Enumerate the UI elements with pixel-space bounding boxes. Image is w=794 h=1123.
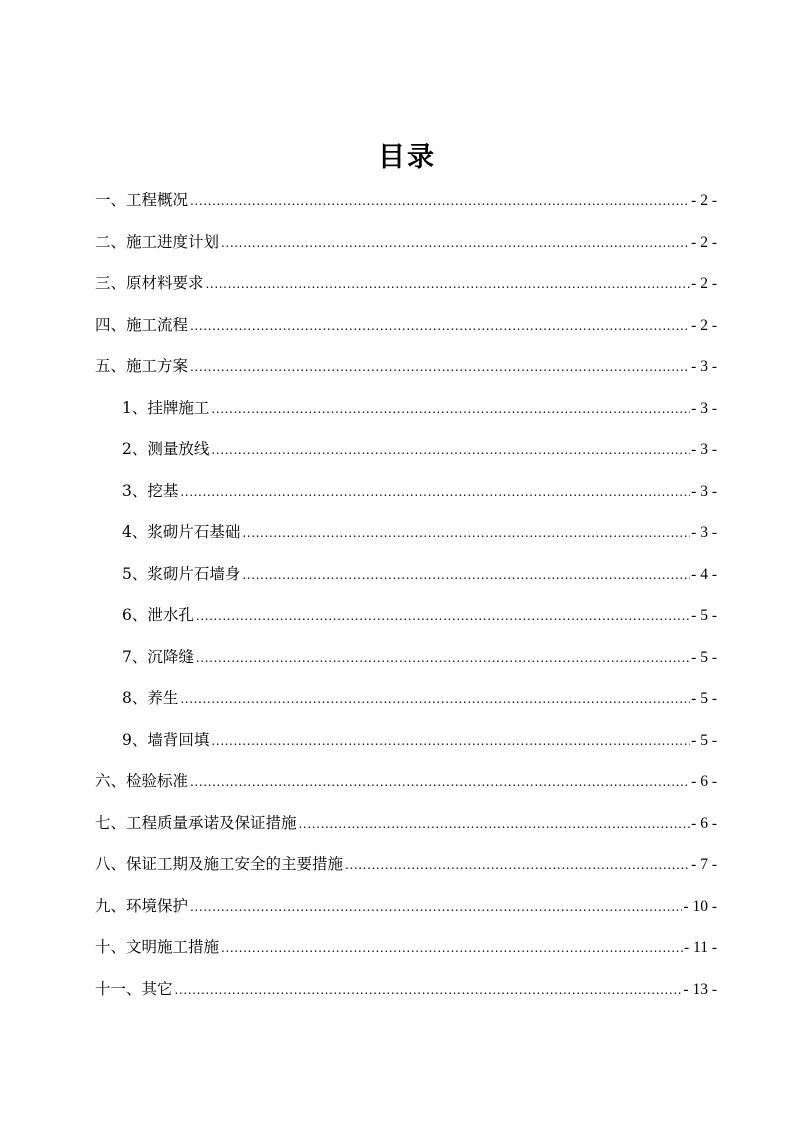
toc-subentry[interactable] [95,475,717,517]
toc-page-number: - 2 - [691,233,717,251]
toc-entry-text: 八、保证工期及施工安全的主要措施 [95,855,344,873]
toc-entry-text: 6、泄水孔 [122,606,194,624]
toc-leader-dots [242,559,690,591]
toc-page-number: - 5 - [691,607,717,624]
toc-leader-dots [180,476,690,508]
toc-page-number: - 3 - [691,524,717,541]
toc-entry[interactable] [95,267,717,309]
toc-entry[interactable] [95,890,717,932]
toc-subentry[interactable] [95,558,717,600]
toc-leader-dots [242,517,690,549]
toc-subentry[interactable] [95,433,717,475]
toc-entry-text: 一、工程概况 [95,191,189,209]
toc-entry[interactable] [95,184,717,226]
toc-entry-text: 7、沉降缝 [122,647,194,666]
toc-entry[interactable] [95,807,717,849]
toc-leader-dots [190,766,690,798]
toc-page-number: - 3 - [691,441,717,458]
toc-subentry[interactable] [95,641,717,683]
toc-leader-dots [190,891,682,923]
toc-leader-dots [190,310,690,342]
toc-page-number: - 5 - [691,690,717,707]
toc-leader-dots [196,600,690,632]
toc-page-number: - 7 - [691,856,717,873]
toc-entry-text: 8、养生 [122,689,179,707]
toc-page-number: - 13 - [683,980,717,998]
toc-page-number: - 2 - [691,316,717,334]
toc-entry-text: 三、原材料要求 [95,274,204,292]
toc-entry-text: 3、挖基 [122,481,179,500]
toc-leader-dots [299,808,691,840]
toc-leader-dots [211,393,690,425]
toc-entry-text: 七、工程质量承诺及保证措施 [95,813,297,832]
toc-entry-text: 二、施工进度计划 [95,232,220,251]
toc-leader-dots [345,849,690,881]
toc-leader-dots [221,227,690,259]
toc-page-number: - 3 - [691,399,717,417]
toc-entry[interactable] [95,848,717,890]
toc-subentry[interactable] [95,392,717,434]
toc-entry-text: 5、浆砌片石墙身 [122,564,241,583]
toc-page-number: - 4 - [691,565,717,583]
toc-entry[interactable] [95,350,717,392]
toc-page-number: - 2 - [691,192,717,209]
toc-leader-dots [175,974,683,1006]
toc-leader-dots [196,642,690,674]
table-of-contents [95,184,717,1014]
toc-page-number: - 11 - [684,939,717,956]
toc-leader-dots [190,185,690,217]
toc-entry[interactable] [95,931,717,973]
toc-entry-text: 四、施工流程 [95,315,189,334]
toc-entry-text: 2、测量放线 [122,440,210,458]
toc-title: 目录 [378,142,436,173]
toc-leader-dots [211,725,690,757]
toc-leader-dots [206,268,691,300]
toc-entry[interactable] [95,973,717,1015]
toc-entry-text: 4、浆砌片石基础 [122,523,241,541]
toc-subentry[interactable] [95,516,717,558]
toc-entry-text: 十、文明施工措施 [95,938,220,956]
toc-entry-text: 五、施工方案 [95,357,189,375]
toc-leader-dots [190,351,690,383]
toc-subentry[interactable] [95,599,717,641]
toc-leader-dots [211,434,690,466]
toc-leader-dots [221,932,683,964]
toc-subentry[interactable] [95,724,717,766]
toc-entry[interactable] [95,226,717,268]
toc-page-number: - 3 - [691,482,717,500]
toc-entry-text: 六、检验标准 [95,772,189,790]
toc-page-number: - 6 - [691,773,717,790]
toc-leader-dots [180,683,690,715]
toc-page-number: - 3 - [691,358,717,375]
toc-entry[interactable] [95,765,717,807]
toc-entry-text: 1、挂牌施工 [122,398,210,417]
toc-page-number: - 5 - [691,648,717,666]
toc-entry-text: 十一、其它 [95,979,173,998]
toc-page-number: - 10 - [683,897,717,915]
toc-page-number: - 6 - [691,814,717,832]
toc-subentry[interactable] [95,682,717,724]
toc-entry-text: 九、环境保护 [95,896,189,915]
toc-entry[interactable] [95,309,717,351]
toc-entry-text: 9、墙背回填 [122,730,210,749]
toc-page-number: - 5 - [691,731,717,749]
toc-page-number: - 2 - [691,275,717,292]
